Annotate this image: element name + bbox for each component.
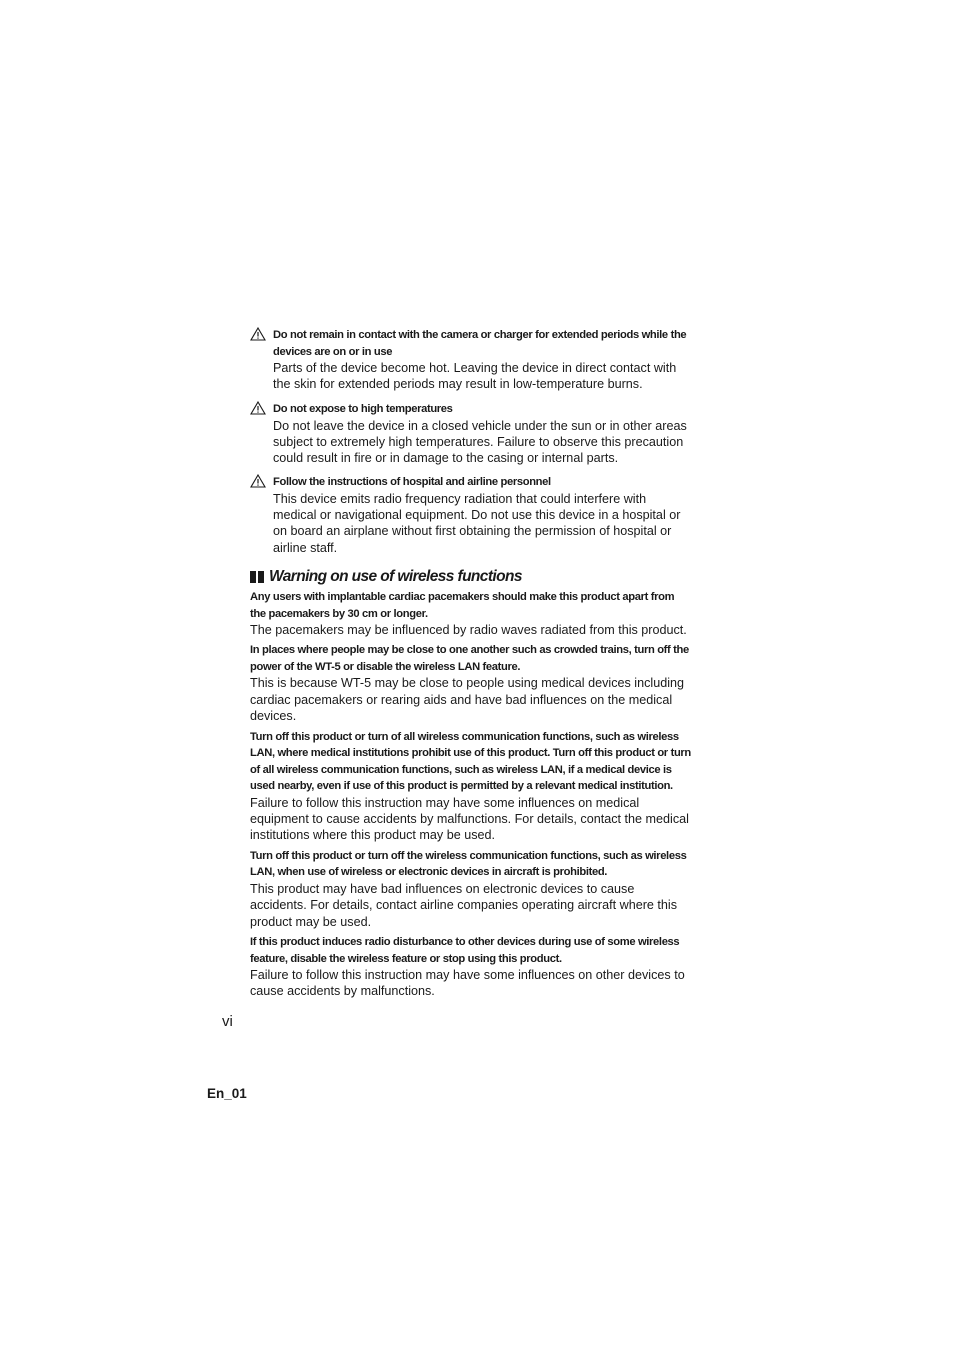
- section-title: Warning on use of wireless functions: [269, 568, 522, 585]
- item-heading: Turn off this product or turn off the wireless communication functions, such as wireless LAN, when use of wireless or electronic devices in aircraft is prohibited.: [250, 849, 687, 879]
- item-heading: Any users with implantable cardiac pacemakers should make this product apart from the pacemakers by 30 cm or longer.: [250, 591, 675, 620]
- list-item: [250, 642, 692, 724]
- wireless-warnings: [250, 589, 692, 1004]
- page-number: vi: [222, 1013, 233, 1030]
- caution-heading: Do not remain in contact with the camera or charger for extended periods while the devices are on or in use: [273, 329, 687, 358]
- item-body: This product may have bad influences on electronic devices to cause accidents. For details, contact airline companies operating aircraft where this product may be used.: [250, 881, 677, 929]
- section-heading: [250, 566, 522, 588]
- caution-high-temperature: [250, 401, 690, 467]
- caution-hot-surface: [250, 327, 690, 393]
- item-heading: In places where people may be close to one another such as crowded trains, turn off the power of the WT-5 or disable the wireless LAN feature.: [250, 644, 689, 673]
- double-square-marker-icon: [258, 571, 264, 583]
- caution-body: Do not leave the device in a closed vehicle under the sun or in other areas subject to extremely high temperatures. Failure to observe this precaution could result in fire or in damage to the casing or internal parts.: [273, 418, 687, 466]
- caution-hospital-airline: [250, 474, 690, 556]
- double-square-marker-icon: [250, 571, 256, 583]
- item-body: This is because WT-5 may be close to people using medical devices including cardiac pacemakers or rearing aids and have bad influences on the medical devices.: [250, 676, 685, 724]
- caution-heading: Do not expose to high temperatures: [273, 403, 453, 415]
- list-item: [250, 729, 692, 844]
- warning-triangle-icon: [250, 474, 266, 488]
- caution-heading: Follow the instructions of hospital and airline personnel: [273, 476, 551, 488]
- item-body: Failure to follow this instruction may have some influences on other devices to cause accidents by malfunctions.: [250, 968, 685, 999]
- list-item: [250, 848, 692, 930]
- list-item: [250, 589, 692, 638]
- caution-body: This device emits radio frequency radiation that could interfere with medical or navigational equipment. Do not use this device in a hospital or on board an airplane without first obtaining the permission of hospital or airline staff.: [273, 491, 681, 555]
- warning-triangle-icon: [250, 327, 266, 341]
- item-body: Failure to follow this instruction may have some influences on medical equipment to cause accidents by malfunctions. For details, contact the medical institutions where this product may be used.: [250, 795, 689, 843]
- item-heading: If this product induces radio disturbance to other devices during use of some wireless feature, disable the wireless feature or stop using this product.: [250, 936, 680, 965]
- item-heading: Turn off this product or turn of all wireless communication functions, such as wireless LAN, where medical institutions prohibit use of this product. Turn off this product or turn of all wireless communication functions, such as wireless LAN, if a medical device is used nearby, even if use of this product is permitted by a relevant medical institution.: [250, 730, 691, 793]
- warning-triangle-icon: [250, 401, 266, 415]
- item-body: The pacemakers may be influenced by radio waves radiated from this product.: [250, 623, 687, 637]
- footer-code: En_01: [207, 1086, 247, 1101]
- caution-body: Parts of the device become hot. Leaving the device in direct contact with the skin for extended periods may result in low-temperature burns.: [273, 361, 677, 392]
- list-item: [250, 934, 692, 1000]
